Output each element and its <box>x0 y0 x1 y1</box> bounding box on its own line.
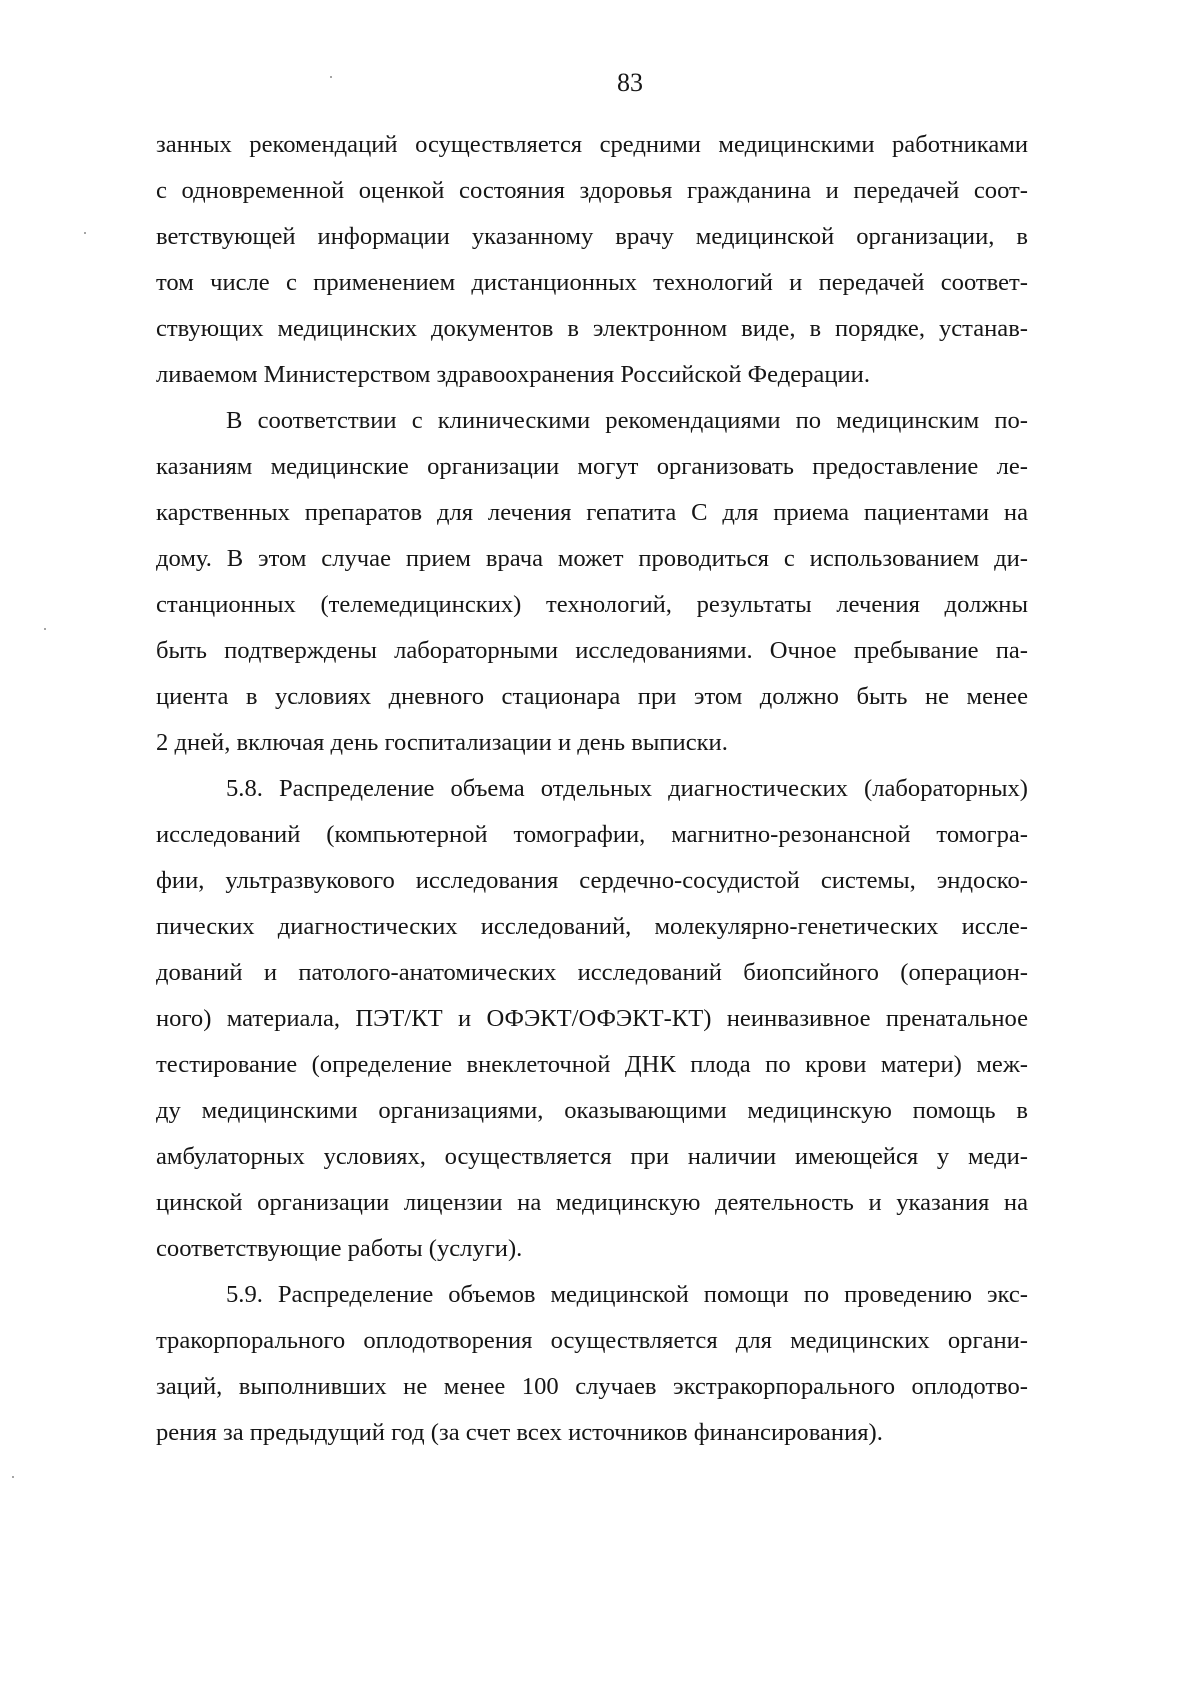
text-line: 5.9. Распределение объемов медицинской помощи по проведению экс- <box>226 1281 1028 1308</box>
text-line: занных рекомендаций осуществляется средними медицинскими работниками <box>156 131 1028 158</box>
scan-speck <box>44 628 46 630</box>
body-text <box>156 122 1028 1456</box>
text-line: ливаемом Министерством здравоохранения Российской Федерации. <box>156 361 870 388</box>
text-line: станционных (телемедицинских) технологий, результаты лечения должны <box>156 591 1028 618</box>
text-line: тракорпорального оплодотворения осуществляется для медицинских органи- <box>156 1327 1028 1354</box>
page-number: 83 <box>617 68 643 97</box>
text-line: том числе с применением дистанционных технологий и передачей соответ- <box>156 269 1028 296</box>
text-line: тестирование (определение внеклеточной ДНК плода по крови матери) меж- <box>156 1051 1028 1078</box>
text-line: быть подтверждены лабораторными исследованиями. Очное пребывание па- <box>156 637 1028 664</box>
scan-speck <box>12 1476 14 1478</box>
paragraph-5-9 <box>156 1272 1028 1456</box>
text-line: пических диагностических исследований, молекулярно-генетических иссле- <box>156 913 1028 940</box>
text-line: исследований (компьютерной томографии, магнитно-резонансной томогра- <box>156 821 1028 848</box>
text-line: ного) материала, ПЭТ/КТ и ОФЭКТ/ОФЭКТ-КТ) неинвазивное пренатальное <box>156 1005 1028 1032</box>
text-line: ствующих медицинских документов в электронном виде, в порядке, устанав- <box>156 315 1028 342</box>
text-line: 5.8. Распределение объема отдельных диагностических (лабораторных) <box>226 775 1028 802</box>
scan-speck <box>330 76 332 78</box>
text-line: дований и патолого-анатомических исследований биопсийного (операцион- <box>156 959 1028 986</box>
text-line: 2 дней, включая день госпитализации и день выписки. <box>156 729 728 756</box>
text-line: циента в условиях дневного стационара при этом должно быть не менее <box>156 683 1028 710</box>
text-line: рения за предыдущий год (за счет всех источников финансирования). <box>156 1419 883 1446</box>
text-line: заций, выполнивших не менее 100 случаев экстракорпорального оплодотво- <box>156 1373 1028 1400</box>
text-line: соответствующие работы (услуги). <box>156 1235 523 1262</box>
text-line: амбулаторных условиях, осуществляется при наличии имеющейся у меди- <box>156 1143 1028 1170</box>
paragraph-5-8 <box>156 766 1028 1272</box>
text-line: ветствующей информации указанному врачу медицинской организации, в <box>156 223 1028 250</box>
text-line: с одновременной оценкой состояния здоровья гражданина и передачей соот- <box>156 177 1028 204</box>
paragraph-hepatitis-c <box>156 398 1028 766</box>
scan-speck <box>84 232 86 234</box>
text-line: карственных препаратов для лечения гепатита С для приема пациентами на <box>156 499 1028 526</box>
text-line: цинской организации лицензии на медицинскую деятельность и указания на <box>156 1189 1028 1216</box>
text-line: фии, ультразвукового исследования сердечно-сосудистой системы, эндоско- <box>156 867 1028 894</box>
paragraph-continued <box>156 122 1028 398</box>
text-line: дому. В этом случае прием врача может проводиться с использованием ди- <box>156 545 1028 572</box>
text-line: казаниям медицинские организации могут организовать предоставление ле- <box>156 453 1028 480</box>
text-line: В соответствии с клиническими рекомендациями по медицинским по- <box>226 407 1028 434</box>
text-line: ду медицинскими организациями, оказывающими медицинскую помощь в <box>156 1097 1028 1124</box>
